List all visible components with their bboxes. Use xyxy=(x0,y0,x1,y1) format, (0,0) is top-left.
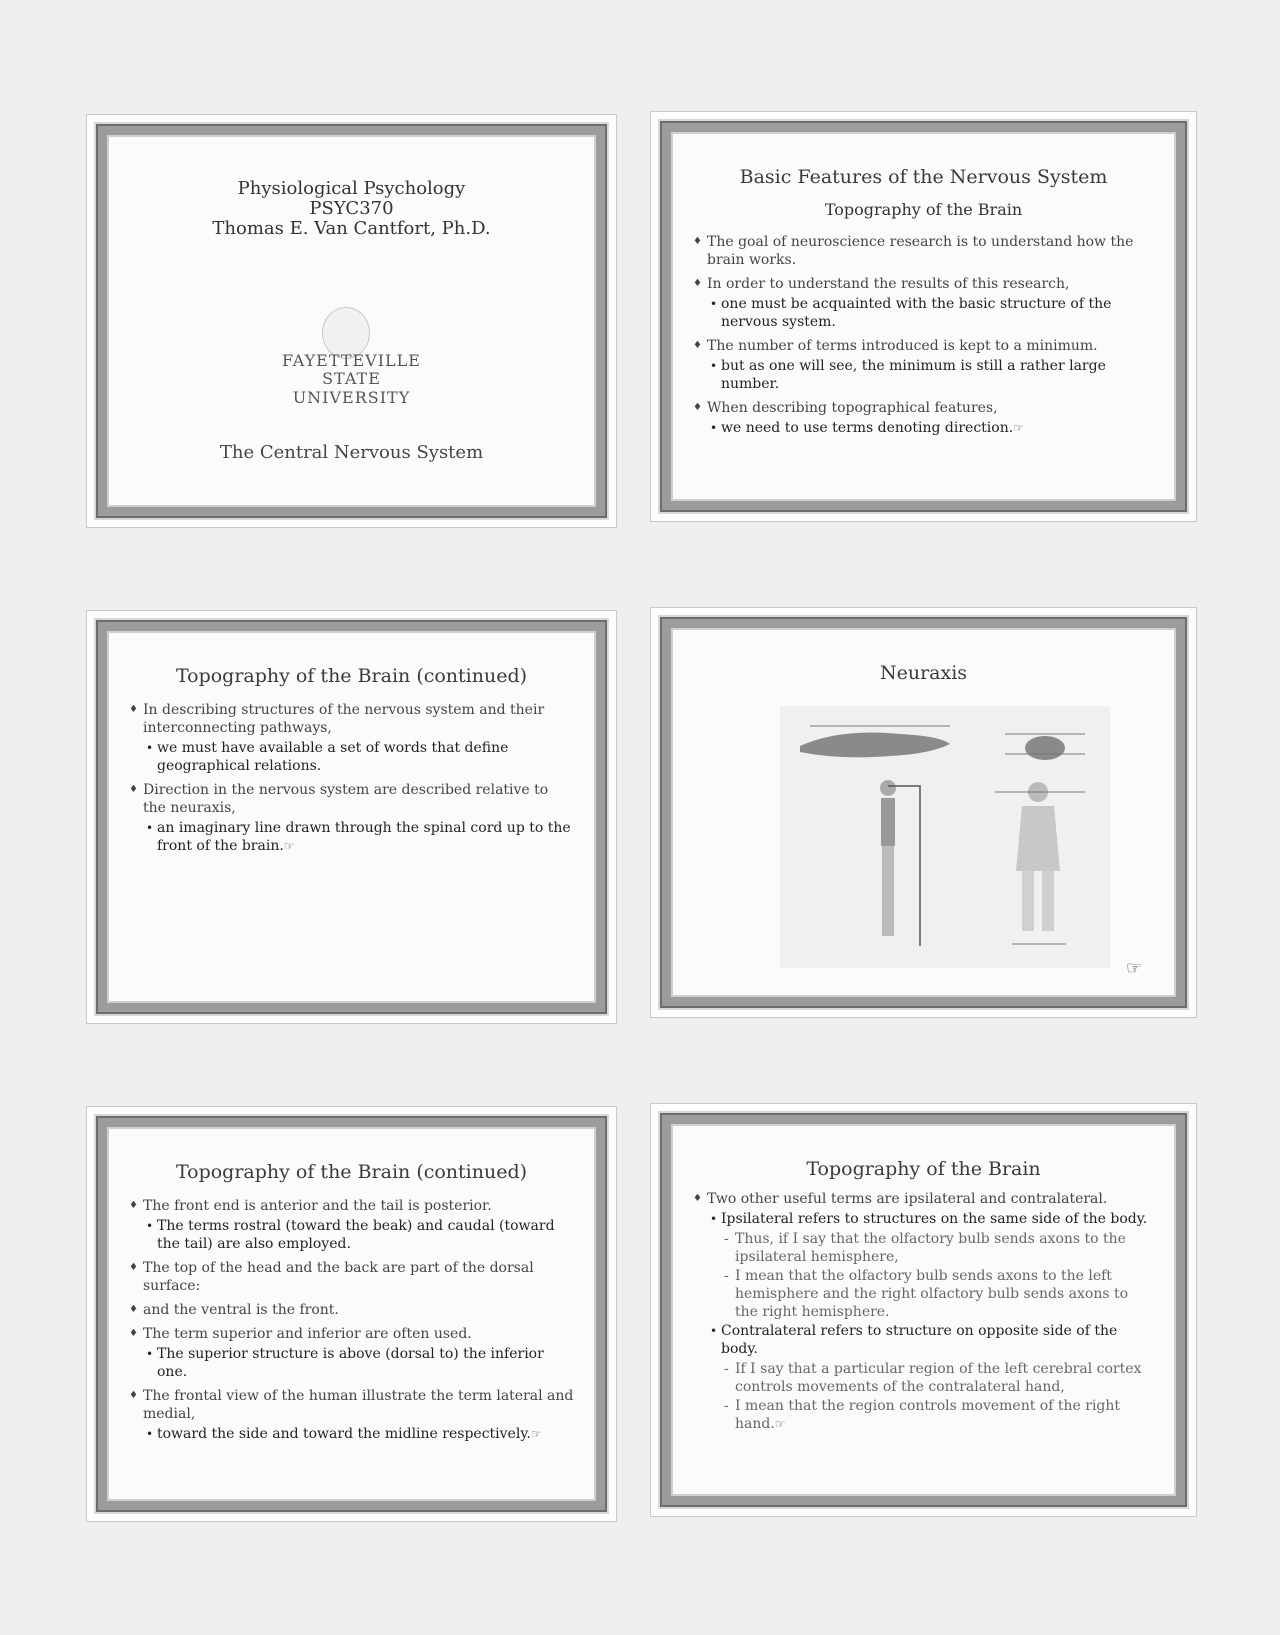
slide-subtitle: Topography of the Brain xyxy=(824,200,1023,219)
sub-bullet-item: • we need to use terms denoting direction.☞ xyxy=(707,419,1154,437)
slide-frame xyxy=(660,617,1187,1008)
pointing-hand-icon: ☞ xyxy=(774,1417,786,1431)
course-code: PSYC370 xyxy=(309,198,394,219)
slide-frame xyxy=(96,620,607,1014)
neuraxis-diagram-icon xyxy=(780,706,1110,968)
slide-5 xyxy=(86,1106,617,1522)
slide-1 xyxy=(86,114,617,528)
slide-3 xyxy=(86,610,617,1024)
bullet-list xyxy=(129,1197,574,1443)
slide-title: Topography of the Brain (continued) xyxy=(175,665,528,687)
bullet-item: ♦ The number of terms introduced is kept to a minimum. • but as one will see, the minimum is still a rather large number. xyxy=(693,337,1154,393)
title-block xyxy=(129,179,574,239)
slide-frame xyxy=(660,121,1187,512)
bullet-item: ♦ The frontal view of the human illustrate the term lateral and medial, • toward the side and toward the midline respectively.☞ xyxy=(129,1387,574,1443)
slide-2 xyxy=(650,111,1197,522)
pointing-hand-icon: ☞ xyxy=(530,1427,542,1441)
bullet-list xyxy=(129,701,574,855)
pointing-hand-icon: ☞ xyxy=(1125,958,1142,979)
slide-title: Topography of the Brain xyxy=(806,1158,1041,1180)
sub-bullet-item: • an imaginary line drawn through the spinal cord up to the front of the brain.☞ xyxy=(143,819,574,855)
bullet-list xyxy=(693,1190,1154,1433)
course-name: Physiological Psychology xyxy=(237,178,466,199)
slide-frame xyxy=(96,124,607,518)
slide-frame xyxy=(660,1113,1187,1507)
bullet-item: ♦ The term superior and inferior are often used. • The superior structure is above (dorsal to) the inferior one. xyxy=(129,1325,574,1381)
bullet-item: ♦ In describing structures of the nervous system and their interconnecting pathways, • we must have available a set of words that define geographical relations. xyxy=(129,701,574,775)
sub-sub-bullet-item: - Thus, if I say that the olfactory bulb sends axons to the ipsilateral hemisphere, xyxy=(721,1230,1154,1266)
instructor-name: Thomas E. Van Cantfort, Ph.D. xyxy=(212,218,491,239)
logo-text-line2: STATE UNIVERSITY xyxy=(292,369,411,407)
bullet-item: ♦ The front end is anterior and the tail is posterior. • The terms rostral (toward the beak) and caudal (toward the tail) are also employed. xyxy=(129,1197,574,1253)
bullet-item: ♦ The goal of neuroscience research is to understand how the brain works. xyxy=(693,233,1154,269)
bullet-list xyxy=(693,233,1154,437)
sub-bullet-item: • but as one will see, the minimum is still a rather large number. xyxy=(707,357,1154,393)
sub-bullet-item: • one must be acquainted with the basic structure of the nervous system. xyxy=(707,295,1154,331)
bullet-item: ♦ The top of the head and the back are part of the dorsal surface: xyxy=(129,1259,574,1295)
logo-text-line1: FAYETTEVILLE xyxy=(282,351,421,370)
slide-6 xyxy=(650,1103,1197,1517)
slide-title: Basic Features of the Nervous System xyxy=(739,166,1108,188)
sub-sub-bullet-item: - I mean that the region controls movement of the right hand.☞ xyxy=(721,1397,1154,1433)
pointing-hand-icon: ☞ xyxy=(1013,421,1024,435)
bullet-item: ♦ Direction in the nervous system are described relative to the neuraxis, • an imaginary line drawn through the spinal cord up to the front of the brain.☞ xyxy=(129,781,574,855)
pointing-hand-icon: ☞ xyxy=(283,839,295,853)
university-logo xyxy=(267,307,437,407)
bullet-item: ♦ When describing topographical features, • we need to use terms denoting direction.☞ xyxy=(693,399,1154,437)
sub-bullet-item: • The terms rostral (toward the beak) and caudal (toward the tail) are also employed. xyxy=(143,1217,574,1253)
sub-bullet-item: • toward the side and toward the midline respectively.☞ xyxy=(143,1425,574,1443)
sub-sub-bullet-item: - I mean that the olfactory bulb sends axons to the left hemisphere and the right olfactory bulb sends axons to the right hemisphere. xyxy=(721,1267,1154,1321)
slide-4 xyxy=(650,607,1197,1018)
bullet-item: ♦ In order to understand the results of this research, • one must be acquainted with the basic structure of the nervous system. xyxy=(693,275,1154,331)
slide-subtitle: The Central Nervous System xyxy=(219,442,484,463)
sub-sub-bullet-item: - If I say that a particular region of the left cerebral cortex controls movements of the contralateral hand, xyxy=(721,1360,1154,1396)
slide-title: Neuraxis xyxy=(879,662,968,684)
sub-bullet-item: • we must have available a set of words that define geographical relations. xyxy=(143,739,574,775)
slide-title: Topography of the Brain (continued) xyxy=(175,1161,528,1183)
sub-bullet-item: • Ipsilateral refers to structures on the same side of the body. - Thus, if I say that the olfactory bulb sends axons to the ipsilateral hemisphere, - I mean that the olfactory bulb sends axons to the left hemisphere and the right olfactory bulb sends axons to the right hemisphere. xyxy=(707,1210,1154,1321)
bullet-item: ♦ and the ventral is the front. xyxy=(129,1301,574,1319)
sub-bullet-item: • Contralateral refers to structure on opposite side of the body. - If I say that a particular region of the left cerebral cortex controls movements of the contralateral hand, - I mean that the region controls movement of the right hand.☞ xyxy=(707,1322,1154,1433)
neuraxis-illustration xyxy=(780,706,1110,968)
bullet-item: ♦ Two other useful terms are ipsilateral and contralateral. • Ipsilateral refers to structures on the same side of the body. - Thus, if I say that the olfactory bulb sends axons to the ipsilateral hemisphere, - I mean that the olfactory bulb sends axons to the left hemisphere and the right olfactory bulb sends axons to the right hemisphere. • Contralateral refers to structure on opposite side of the body. - If I say that a particular region of the left cerebral cortex controls movements of the contralateral hand, - I mean that the region controls movement of the right hand.☞ xyxy=(693,1190,1154,1433)
slide-frame xyxy=(96,1116,607,1512)
sub-bullet-item: • The superior structure is above (dorsal to) the inferior one. xyxy=(143,1345,574,1381)
